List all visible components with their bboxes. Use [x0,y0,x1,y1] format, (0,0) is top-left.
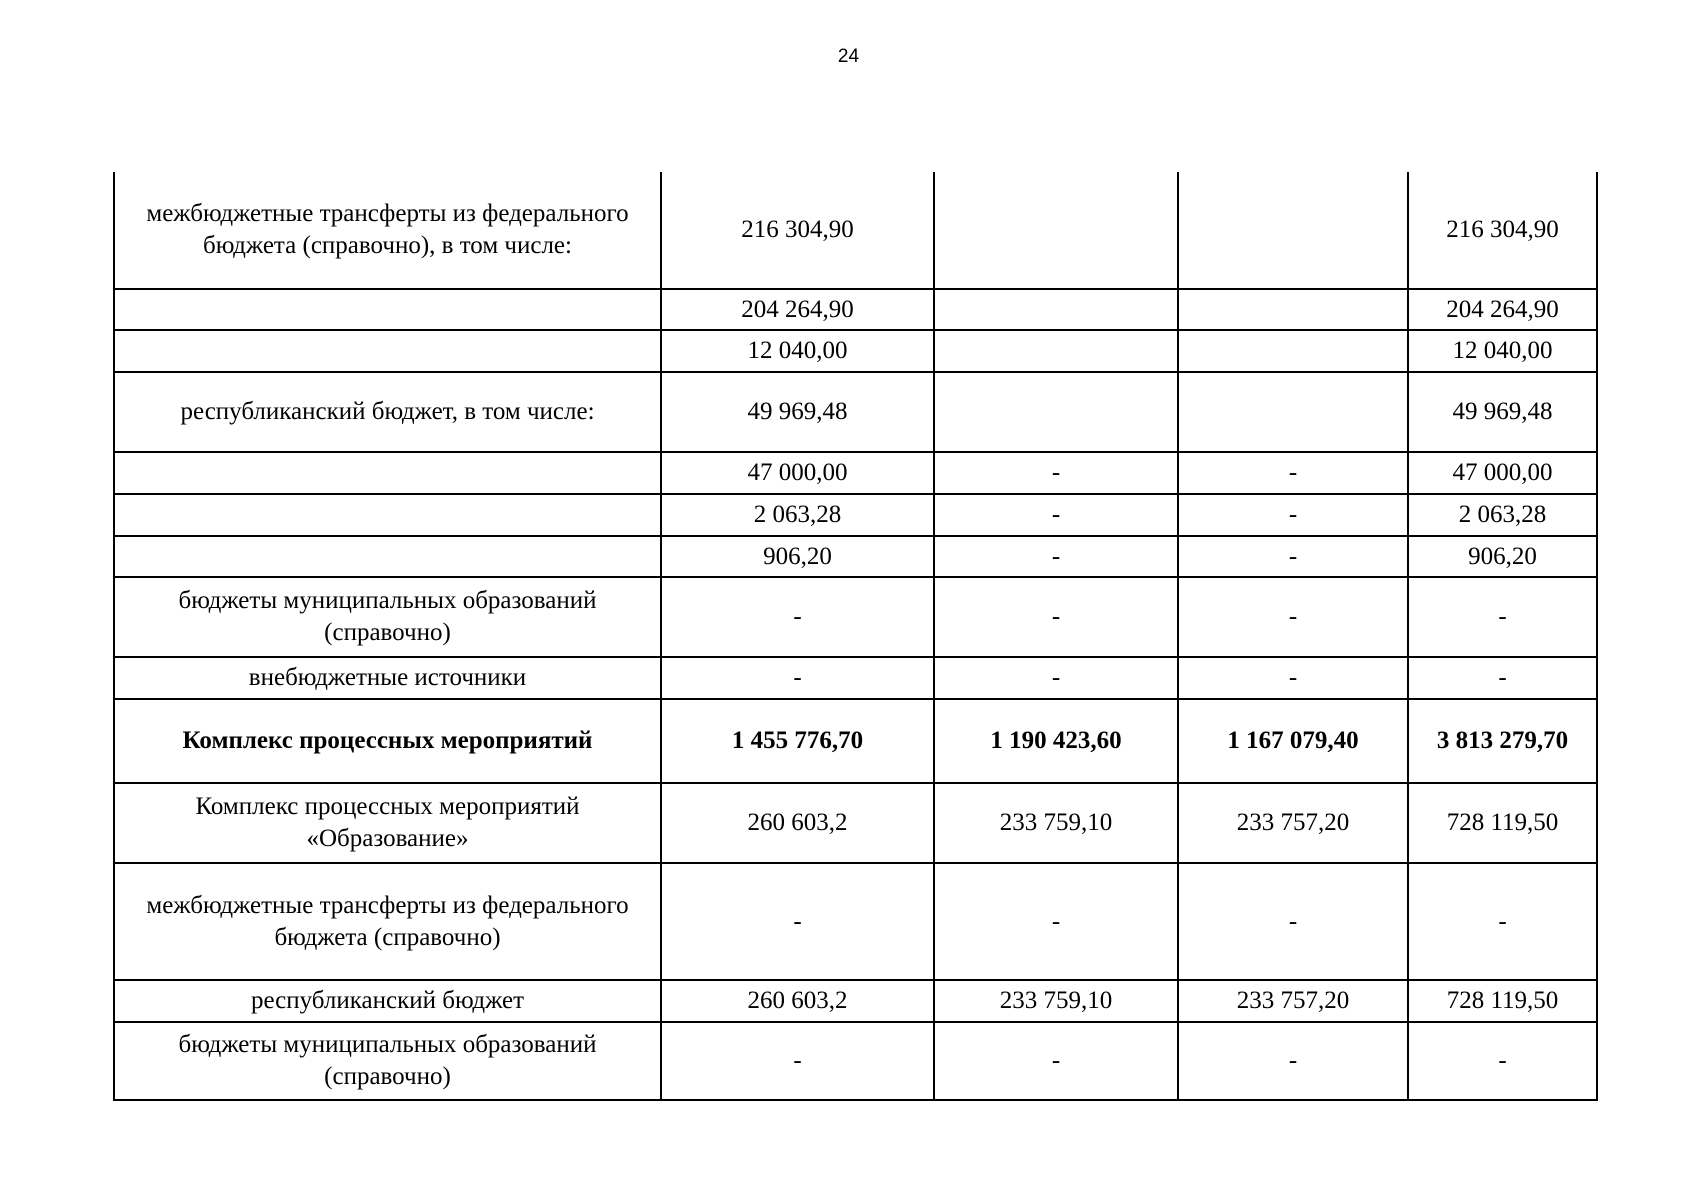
cell-value [934,289,1178,330]
row-label: республиканский бюджет, в том числе: [114,372,661,452]
cell-value: 47 000,00 [1408,452,1597,494]
cell-value [1178,330,1408,372]
row-label: республиканский бюджет [114,980,661,1022]
cell-value: 47 000,00 [661,452,934,494]
row-label: бюджеты муниципальных образований (справочно) [114,1022,661,1100]
cell-value: - [1178,657,1408,699]
cell-value: - [934,452,1178,494]
cell-value: - [1178,494,1408,536]
row-label [114,289,661,330]
cell-value: - [661,863,934,980]
cell-value: - [1178,863,1408,980]
cell-value: 2 063,28 [661,494,934,536]
page-number: 24 [837,46,860,67]
cell-value: - [661,1022,934,1100]
table-row [114,372,1597,452]
cell-value: - [934,863,1178,980]
budget-table [113,172,1598,1101]
cell-value: - [1408,577,1597,657]
cell-value [1178,289,1408,330]
table-row [114,494,1597,536]
cell-value: 3 813 279,70 [1408,699,1597,783]
cell-value: - [934,577,1178,657]
cell-value: - [1408,1022,1597,1100]
table-row [114,1022,1597,1100]
cell-value: 233 757,20 [1178,783,1408,863]
cell-value: 728 119,50 [1408,783,1597,863]
table-row [114,980,1597,1022]
table-row [114,863,1597,980]
cell-value [934,330,1178,372]
table-row [114,289,1597,330]
cell-value: 1 167 079,40 [1178,699,1408,783]
table-row [114,172,1597,289]
cell-value: 49 969,48 [661,372,934,452]
cell-value: 728 119,50 [1408,980,1597,1022]
cell-value [934,372,1178,452]
cell-value: - [661,657,934,699]
table-row [114,577,1597,657]
cell-value: 233 759,10 [934,980,1178,1022]
cell-value: 216 304,90 [1408,172,1597,289]
cell-value: - [1408,863,1597,980]
cell-value: 260 603,2 [661,783,934,863]
row-label: межбюджетные трансферты из федерального бюджета (справочно) [114,863,661,980]
cell-value: 12 040,00 [1408,330,1597,372]
cell-value: 216 304,90 [661,172,934,289]
row-label [114,494,661,536]
cell-value [1178,372,1408,452]
cell-value: 233 759,10 [934,783,1178,863]
cell-value: 906,20 [661,536,934,577]
cell-value: - [1178,536,1408,577]
cell-value: 1 455 776,70 [661,699,934,783]
table-row [114,783,1597,863]
table-row [114,452,1597,494]
cell-value [1178,172,1408,289]
cell-value: 1 190 423,60 [934,699,1178,783]
table-row [114,657,1597,699]
cell-value: 233 757,20 [1178,980,1408,1022]
table-row [114,536,1597,577]
cell-value: - [934,657,1178,699]
cell-value: - [934,536,1178,577]
row-label: бюджеты муниципальных образований (справочно) [114,577,661,657]
cell-value: 204 264,90 [1408,289,1597,330]
cell-value: - [1178,577,1408,657]
cell-value: - [934,1022,1178,1100]
row-label [114,452,661,494]
cell-value: - [661,577,934,657]
cell-value: 49 969,48 [1408,372,1597,452]
cell-value: 12 040,00 [661,330,934,372]
cell-value: - [1408,657,1597,699]
row-label: Комплекс процессных мероприятий «Образование» [114,783,661,863]
row-label: Комплекс процессных мероприятий [114,699,661,783]
row-label [114,330,661,372]
cell-value: 2 063,28 [1408,494,1597,536]
cell-value: - [1178,452,1408,494]
row-label: межбюджетные трансферты из федерального бюджета (справочно), в том числе: [114,172,661,289]
cell-value: - [934,494,1178,536]
row-label [114,536,661,577]
cell-value [934,172,1178,289]
cell-value: 260 603,2 [661,980,934,1022]
cell-value: 906,20 [1408,536,1597,577]
table-row [114,699,1597,783]
cell-value: - [1178,1022,1408,1100]
row-label: внебюджетные источники [114,657,661,699]
table-row [114,330,1597,372]
cell-value: 204 264,90 [661,289,934,330]
